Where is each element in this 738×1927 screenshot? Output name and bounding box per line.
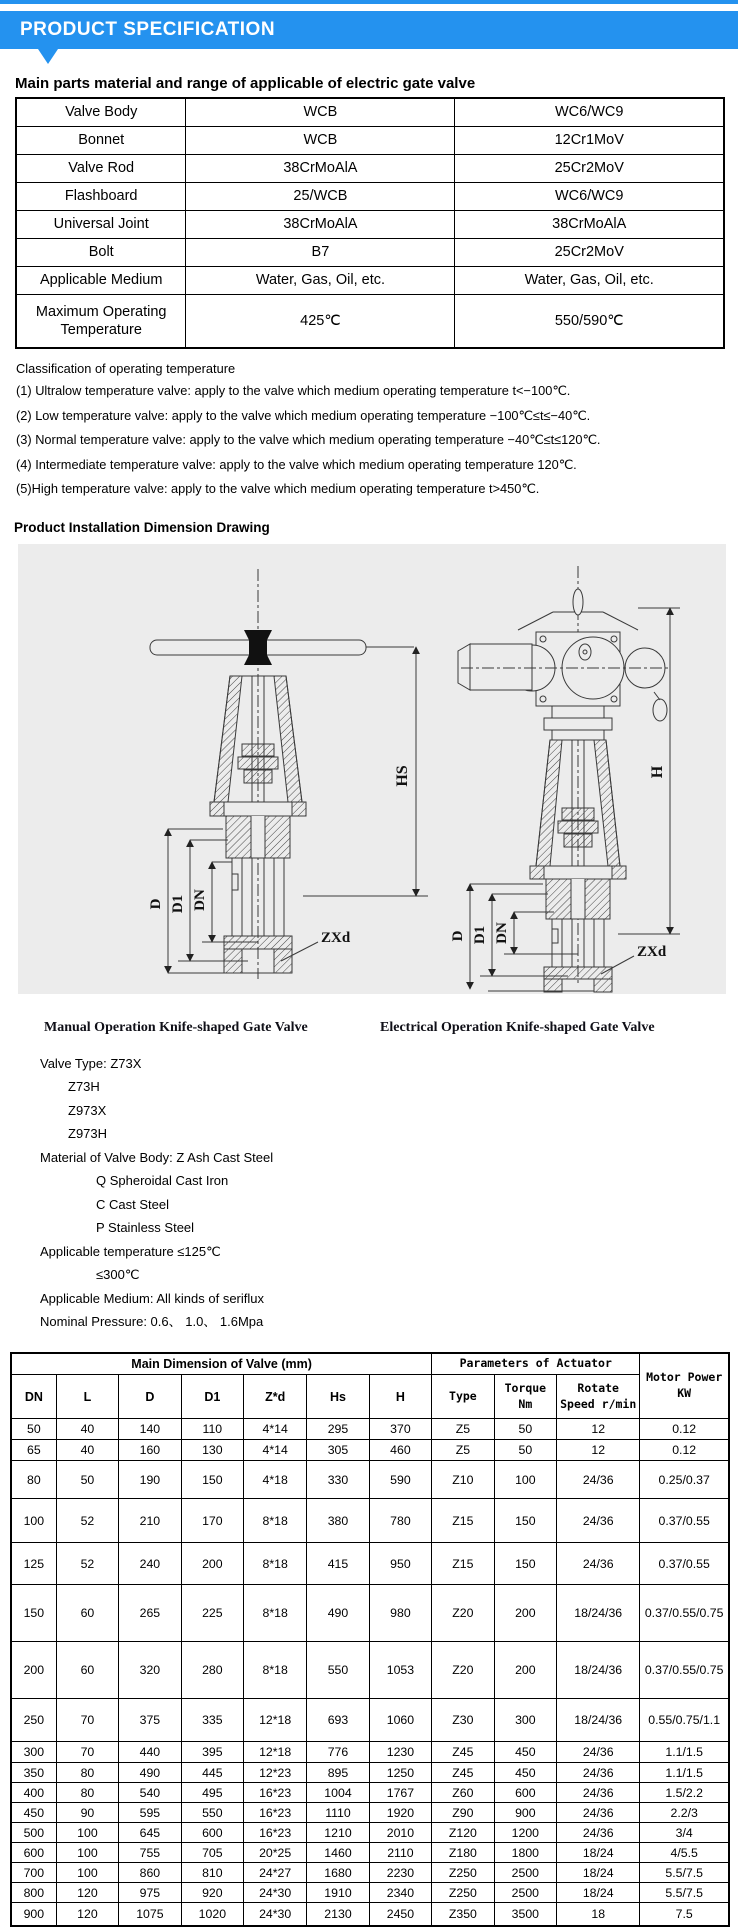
table-row (16, 238, 724, 266)
table-row (16, 294, 724, 348)
table-cell: 50 (11, 1419, 56, 1440)
table-row (16, 154, 724, 182)
col-header-d: D (119, 1375, 181, 1419)
table-cell: 550 (307, 1642, 369, 1699)
table-cell: 1210 (307, 1823, 369, 1843)
table-cell: 12*18 (244, 1699, 307, 1742)
table-cell: B7 (186, 238, 455, 266)
table-cell: 16*23 (244, 1823, 307, 1843)
table-cell: 0.55/0.75/1.1 (640, 1699, 729, 1742)
table-cell: 120 (56, 1883, 118, 1903)
header-actuator-group: Parameters of Actuator (432, 1353, 640, 1375)
caption-electric-valve: Electrical Operation Knife-shaped Gate Valve (380, 1019, 655, 1035)
table-row (16, 266, 724, 294)
table-cell: 1075 (119, 1903, 181, 1926)
header-main-dimension-group: Main Dimension of Valve (mm) (11, 1353, 432, 1375)
page-title: PRODUCT SPECIFICATION (20, 19, 276, 40)
table-cell: 320 (119, 1642, 181, 1699)
table-cell: 24/36 (557, 1461, 640, 1499)
table-cell: 300 (494, 1699, 556, 1742)
table-cell: Universal Joint (16, 210, 186, 238)
materials-table-body (16, 98, 724, 348)
table-cell: 24*27 (244, 1863, 307, 1883)
table-cell: 200 (11, 1642, 56, 1699)
table-cell: 8*18 (244, 1499, 307, 1543)
table-cell: 70 (56, 1699, 118, 1742)
manual-valve-drawing (150, 569, 428, 979)
table-cell: 1460 (307, 1843, 369, 1863)
col-header-dn: DN (11, 1375, 56, 1419)
table-cell: 1.5/2.2 (640, 1783, 729, 1803)
table-row (11, 1461, 729, 1499)
table-cell: 1.1/1.5 (640, 1742, 729, 1763)
table-cell: 90 (56, 1803, 118, 1823)
table-cell: Valve Body (16, 98, 186, 126)
table-cell: 440 (119, 1742, 181, 1763)
table-cell: 280 (181, 1642, 243, 1699)
table-cell: 50 (494, 1419, 556, 1440)
table-cell: 300 (11, 1742, 56, 1763)
table-cell: 38CrMoAlA (455, 210, 724, 238)
top-accent-bar (0, 0, 738, 4)
table-cell: 920 (181, 1883, 243, 1903)
table-cell: 450 (494, 1763, 556, 1783)
table-cell: 2340 (369, 1883, 431, 1903)
table-cell: Z15 (432, 1499, 494, 1543)
table-cell: 900 (11, 1903, 56, 1926)
table-cell: 2500 (494, 1883, 556, 1903)
table-cell: 1200 (494, 1823, 556, 1843)
table-cell: Z45 (432, 1763, 494, 1783)
dim-label-d-right: D (450, 930, 466, 942)
table-cell: 50 (494, 1440, 556, 1461)
table-cell: 225 (181, 1585, 243, 1642)
table-cell: 1020 (181, 1903, 243, 1926)
table-cell: 1053 (369, 1642, 431, 1699)
table-cell: 705 (181, 1843, 243, 1863)
table-cell: 2450 (369, 1903, 431, 1926)
table-cell: 2500 (494, 1863, 556, 1883)
classification-item: (5)High temperature valve: apply to the valve which medium operating temperature t>450℃. (16, 481, 540, 497)
table-cell: WC6/WC9 (455, 98, 724, 126)
table-row (11, 1843, 729, 1863)
table-cell: 1004 (307, 1783, 369, 1803)
table-cell: 895 (307, 1763, 369, 1783)
table-cell: 395 (181, 1742, 243, 1763)
valve-info-line: Z973X (68, 1102, 107, 1118)
table-cell: 0.37/0.55 (640, 1499, 729, 1543)
table-cell: 460 (369, 1440, 431, 1461)
table-cell: 16*23 (244, 1783, 307, 1803)
table-cell: 375 (119, 1699, 181, 1742)
classification-item: (1) Ultralow temperature valve: apply to the valve which medium operating temperature t<−100℃. (16, 383, 571, 398)
table-cell: 415 (307, 1543, 369, 1585)
table-cell: 18/24 (557, 1843, 640, 1863)
table-cell: 800 (11, 1883, 56, 1903)
table-cell: 776 (307, 1742, 369, 1763)
table-row (11, 1863, 729, 1883)
table-cell: 40 (56, 1419, 118, 1440)
table-cell: 18/24 (557, 1863, 640, 1883)
table-cell: 4*14 (244, 1440, 307, 1461)
table-cell: 25Cr2MoV (455, 238, 724, 266)
table-cell: WCB (186, 126, 455, 154)
table-cell: Z45 (432, 1742, 494, 1763)
table-cell: 160 (119, 1440, 181, 1461)
table-cell: 500 (11, 1823, 56, 1843)
col-header-type: Type (432, 1375, 494, 1419)
table-cell: Z350 (432, 1903, 494, 1926)
table-cell: 975 (119, 1883, 181, 1903)
table-cell: 150 (494, 1543, 556, 1585)
table-cell: Valve Rod (16, 154, 186, 182)
table-cell: 1060 (369, 1699, 431, 1742)
col-header-rotate: Rotate Speed r/min (557, 1375, 640, 1419)
table-cell: 24/36 (557, 1823, 640, 1843)
caption-manual-valve: Manual Operation Knife-shaped Gate Valve (44, 1019, 308, 1035)
table-cell: 490 (307, 1585, 369, 1642)
table-cell: Water, Gas, Oil, etc. (455, 266, 724, 294)
table-cell: 25Cr2MoV (455, 154, 724, 182)
table-cell: 980 (369, 1585, 431, 1642)
table-cell: 24/36 (557, 1742, 640, 1763)
table-cell: 12Cr1MoV (455, 126, 724, 154)
table-cell: 12 (557, 1419, 640, 1440)
table-cell: WCB (186, 98, 455, 126)
table-cell: 1250 (369, 1763, 431, 1783)
table-cell: Bolt (16, 238, 186, 266)
dim-label-d: D (148, 898, 164, 910)
table-cell: Z5 (432, 1440, 494, 1461)
col-header-hs: Hs (307, 1375, 369, 1419)
dim-label-d1-right: D1 (472, 925, 488, 944)
table-cell: Z250 (432, 1863, 494, 1883)
table-cell: 600 (494, 1783, 556, 1803)
table-row (11, 1883, 729, 1903)
table-cell: 350 (11, 1763, 56, 1783)
table-cell: 24/36 (557, 1803, 640, 1823)
valve-info-line: Valve Type: Z73X (40, 1055, 142, 1071)
table-cell: Maximum Operating Temperature (16, 294, 186, 348)
valve-info-line: Q Spheroidal Cast Iron (96, 1173, 229, 1189)
table-cell: 495 (181, 1783, 243, 1803)
table-cell: 2230 (369, 1863, 431, 1883)
table-row (11, 1783, 729, 1803)
table-cell: 200 (494, 1642, 556, 1699)
classification-item: (3) Normal temperature valve: apply to the valve which medium operating temperature −40℃≤t≤120℃. (16, 432, 601, 448)
table-cell: 4*14 (244, 1419, 307, 1440)
table-row (16, 182, 724, 210)
table-cell: 100 (56, 1843, 118, 1863)
table-cell: Z120 (432, 1823, 494, 1843)
table-cell: 900 (494, 1803, 556, 1823)
table-cell: 100 (494, 1461, 556, 1499)
page-title-banner (0, 11, 738, 49)
table-cell: 1680 (307, 1863, 369, 1883)
installation-dimension-drawing (18, 544, 726, 994)
classification-item: (2) Low temperature valve: apply to the valve which medium operating temperature −100℃≤t≤−40℃. (16, 407, 591, 423)
table-cell: 0.37/0.55/0.75 (640, 1642, 729, 1699)
table-cell: 450 (11, 1803, 56, 1823)
table-cell: 60 (56, 1585, 118, 1642)
table-cell: 755 (119, 1843, 181, 1863)
col-header-torque: Torque Nm (494, 1375, 556, 1419)
valve-info-line: Z973H (68, 1126, 108, 1142)
table-cell: 130 (181, 1440, 243, 1461)
valve-info-line: Nominal Pressure: 0.6、 1.0、 1.6Mpa (40, 1314, 264, 1330)
col-header-l: L (56, 1375, 118, 1419)
valve-info-line: Material of Valve Body: Z Ash Cast Steel (40, 1149, 274, 1165)
table-cell: 8*18 (244, 1642, 307, 1699)
table-cell: 38CrMoAlA (186, 154, 455, 182)
table-cell: 380 (307, 1499, 369, 1543)
table-cell: 0.12 (640, 1419, 729, 1440)
table-row (11, 1543, 729, 1585)
table-cell: 4/5.5 (640, 1843, 729, 1863)
table-cell: 305 (307, 1440, 369, 1461)
table-cell: 18/24/36 (557, 1585, 640, 1642)
table-cell: 190 (119, 1461, 181, 1499)
table-cell: Z30 (432, 1699, 494, 1742)
table-cell: 20*25 (244, 1843, 307, 1863)
table-row (11, 1903, 729, 1926)
table-cell: 24/36 (557, 1543, 640, 1585)
valve-info-line: Applicable temperature ≤125℃ (40, 1243, 221, 1259)
dim-label-h: H (649, 765, 666, 778)
dimension-table-body (11, 1419, 729, 1926)
table-cell: 5.5/7.5 (640, 1883, 729, 1903)
valve-drawing-svg (18, 544, 726, 994)
table-cell: 100 (56, 1863, 118, 1883)
dim-label-dn: DN (192, 888, 208, 911)
table-row (11, 1803, 729, 1823)
table-cell: 0.12 (640, 1440, 729, 1461)
table-cell: 590 (369, 1461, 431, 1499)
table-cell: 24*30 (244, 1903, 307, 1926)
table-cell: 1.1/1.5 (640, 1763, 729, 1783)
table-cell: 40 (56, 1440, 118, 1461)
table-cell: 65 (11, 1440, 56, 1461)
table-cell: 210 (119, 1499, 181, 1543)
table-cell: 490 (119, 1763, 181, 1783)
valve-info-section (40, 1052, 738, 1334)
table-cell: 24/36 (557, 1783, 640, 1803)
dim-label-zxd-left: ZXd (321, 929, 351, 946)
table-cell: 50 (56, 1461, 118, 1499)
table-cell: Flashboard (16, 182, 186, 210)
table-row (11, 1585, 729, 1642)
table-cell: 120 (56, 1903, 118, 1926)
table-cell: 18 (557, 1903, 640, 1926)
classification-item: (4) Intermediate temperature valve: apply to the valve which medium operating temperature 120℃. (16, 456, 577, 472)
drawing-heading: Product Installation Dimension Drawing (14, 519, 270, 535)
table-cell: 12 (557, 1440, 640, 1461)
dim-label-d1: D1 (170, 894, 186, 913)
table-cell: 200 (494, 1585, 556, 1642)
table-row (11, 1823, 729, 1843)
table-cell: Z180 (432, 1843, 494, 1863)
table-cell: 3500 (494, 1903, 556, 1926)
table-cell: 1910 (307, 1883, 369, 1903)
table-cell: 18/24 (557, 1883, 640, 1903)
table-cell: 80 (11, 1461, 56, 1499)
table-row (16, 126, 724, 154)
table-cell: 70 (56, 1742, 118, 1763)
table-cell: 12*23 (244, 1763, 307, 1783)
table-cell: 1767 (369, 1783, 431, 1803)
table-cell: 540 (119, 1783, 181, 1803)
table-cell: 24/36 (557, 1499, 640, 1543)
table-cell: 425℃ (186, 294, 455, 348)
table-cell: 265 (119, 1585, 181, 1642)
table-cell: 60 (56, 1642, 118, 1699)
table-cell: 25/WCB (186, 182, 455, 210)
table-cell: 12*18 (244, 1742, 307, 1763)
table-cell: 24*30 (244, 1883, 307, 1903)
classification-section (16, 361, 738, 499)
table-row (11, 1499, 729, 1543)
table-cell: 18/24/36 (557, 1642, 640, 1699)
drawing-captions (44, 1020, 704, 1036)
table-cell: 550/590℃ (455, 294, 724, 348)
table-cell: 950 (369, 1543, 431, 1585)
col-header-d1: D1 (181, 1375, 243, 1419)
table-cell: 295 (307, 1419, 369, 1440)
table-cell: 1230 (369, 1742, 431, 1763)
table-cell: 780 (369, 1499, 431, 1543)
table-cell: 810 (181, 1863, 243, 1883)
col-header-h: H (369, 1375, 431, 1419)
table-row (11, 1419, 729, 1440)
table-cell: 0.37/0.55 (640, 1543, 729, 1585)
table-cell: 7.5 (640, 1903, 729, 1926)
dimension-table (10, 1352, 730, 1927)
table-cell: 860 (119, 1863, 181, 1883)
table-cell: 2130 (307, 1903, 369, 1926)
dim-label-dn-right: DN (494, 921, 510, 944)
valve-info-line: Z73H (68, 1079, 100, 1095)
table-cell: Z10 (432, 1461, 494, 1499)
table-row (11, 1699, 729, 1742)
table-cell: 140 (119, 1419, 181, 1440)
table-cell: Z60 (432, 1783, 494, 1803)
table-row (11, 1440, 729, 1461)
table-cell: 595 (119, 1803, 181, 1823)
table-cell: 150 (181, 1461, 243, 1499)
table-cell: 80 (56, 1783, 118, 1803)
table-cell: Z250 (432, 1883, 494, 1903)
table-cell: 240 (119, 1543, 181, 1585)
table-cell: 1110 (307, 1803, 369, 1823)
table-cell: 170 (181, 1499, 243, 1543)
table-cell: 1800 (494, 1843, 556, 1863)
table-cell: 200 (181, 1543, 243, 1585)
table-cell: 80 (56, 1763, 118, 1783)
table-cell: 693 (307, 1699, 369, 1742)
table-cell: 18/24/36 (557, 1699, 640, 1742)
table-cell: 0.37/0.55/0.75 (640, 1585, 729, 1642)
table-cell: 600 (11, 1843, 56, 1863)
table-cell: 2010 (369, 1823, 431, 1843)
table-cell: 24/36 (557, 1763, 640, 1783)
table-row (11, 1642, 729, 1699)
table-cell: 400 (11, 1783, 56, 1803)
table-cell: 3/4 (640, 1823, 729, 1843)
header-motor-power: Motor Power KW (640, 1353, 729, 1419)
table-cell: 5.5/7.5 (640, 1863, 729, 1883)
table-cell: 150 (494, 1499, 556, 1543)
table-cell: 335 (181, 1699, 243, 1742)
table-cell: 330 (307, 1461, 369, 1499)
table-cell: 645 (119, 1823, 181, 1843)
table-cell: 4*18 (244, 1461, 307, 1499)
table-cell: 125 (11, 1543, 56, 1585)
table-cell: Applicable Medium (16, 266, 186, 294)
table-cell: 100 (56, 1823, 118, 1843)
table-cell: 16*23 (244, 1803, 307, 1823)
table-row (11, 1763, 729, 1783)
table-cell: Z90 (432, 1803, 494, 1823)
table-cell: 150 (11, 1585, 56, 1642)
table-cell: Z15 (432, 1543, 494, 1585)
table-cell: 8*18 (244, 1543, 307, 1585)
dim-label-hs: HS (394, 765, 411, 787)
table-cell: Z20 (432, 1642, 494, 1699)
classification-heading: Classification of operating temperature (16, 361, 236, 376)
table-cell: 550 (181, 1803, 243, 1823)
valve-info-line: C Cast Steel (96, 1196, 169, 1212)
dimension-table-header (11, 1353, 729, 1419)
materials-table (15, 97, 725, 349)
table-row (16, 210, 724, 238)
table-cell: 52 (56, 1543, 118, 1585)
table-cell: 370 (369, 1419, 431, 1440)
table-row (11, 1742, 729, 1763)
materials-heading: Main parts material and range of applicable of electric gate valve (15, 75, 476, 92)
table-cell: 100 (11, 1499, 56, 1543)
table-row (16, 98, 724, 126)
table-cell: 110 (181, 1419, 243, 1440)
table-cell: 1920 (369, 1803, 431, 1823)
valve-info-line: Applicable Medium: All kinds of seriflux (40, 1290, 264, 1306)
table-cell: 52 (56, 1499, 118, 1543)
table-cell: Water, Gas, Oil, etc. (186, 266, 455, 294)
valve-info-line: P Stainless Steel (96, 1220, 195, 1236)
table-cell: Bonnet (16, 126, 186, 154)
table-cell: Z20 (432, 1585, 494, 1642)
table-cell: 2.2/3 (640, 1803, 729, 1823)
banner-pointer (38, 49, 58, 64)
table-cell: Z5 (432, 1419, 494, 1440)
table-cell: 450 (494, 1742, 556, 1763)
electric-valve-drawing (458, 566, 680, 992)
table-cell: 600 (181, 1823, 243, 1843)
table-cell: 445 (181, 1763, 243, 1783)
table-cell: 0.25/0.37 (640, 1461, 729, 1499)
table-cell: 250 (11, 1699, 56, 1742)
valve-info-line: ≤300℃ (96, 1267, 140, 1283)
table-cell: 38CrMoAlA (186, 210, 455, 238)
dim-label-zxd-right: ZXd (637, 943, 667, 960)
col-header-zd: Z*d (244, 1375, 307, 1419)
table-cell: WC6/WC9 (455, 182, 724, 210)
table-cell: 2110 (369, 1843, 431, 1863)
table-cell: 700 (11, 1863, 56, 1883)
table-cell: 8*18 (244, 1585, 307, 1642)
